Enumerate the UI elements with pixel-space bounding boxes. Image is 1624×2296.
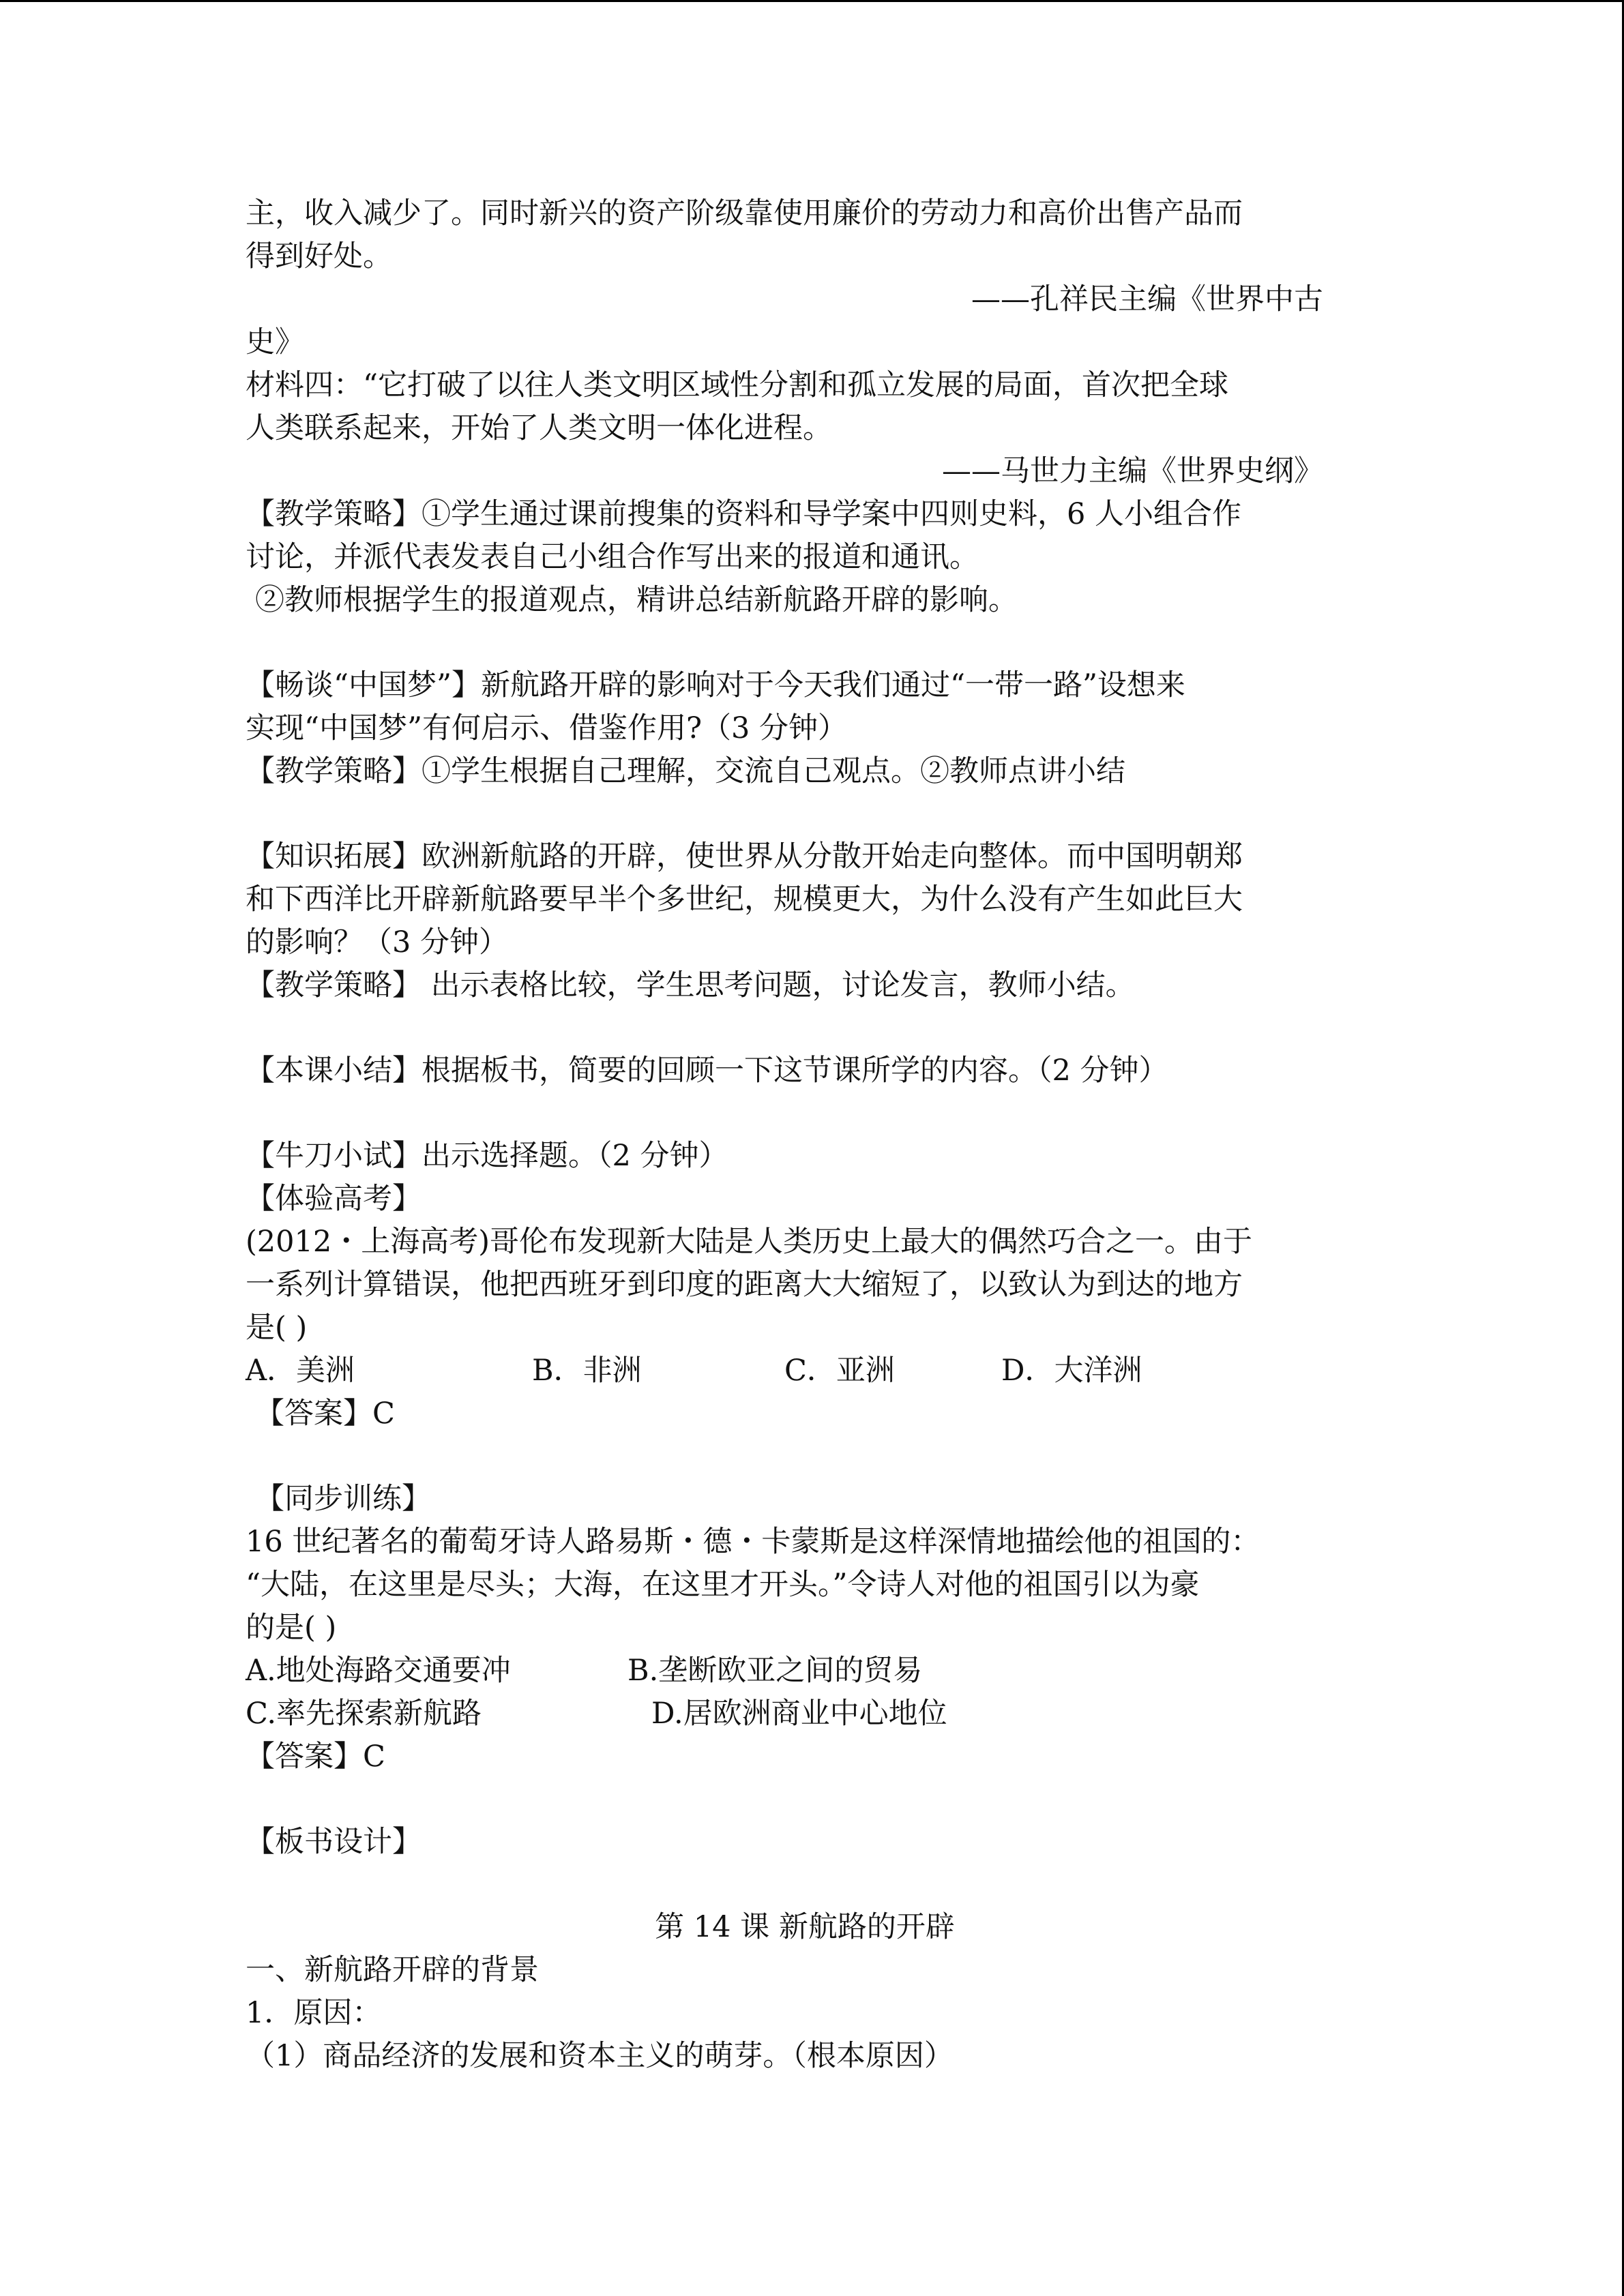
spacer [246, 1007, 1364, 1049]
option: C．亚洲 [784, 1354, 895, 1388]
china-dream-section: 实现“中国梦”有何启示、借鉴作用?（3 分钟） [246, 711, 848, 745]
spacer [246, 1435, 1364, 1478]
material-three-source: ——孔祥民主编《世界中古 [971, 282, 1323, 316]
teaching-strategy-3: 【教学策略】 出示表格比较，学生思考问题，讨论发言，教师小结。 [246, 968, 1135, 1002]
teaching-strategy-1: 【教学策略】①学生通过课前搜集的资料和导学案中四则史料，6 人小组合作 [246, 497, 1242, 531]
teaching-strategy-2: 【教学策略】①学生根据自己理解，交流自己观点。②教师点讲小结 [246, 754, 1125, 788]
question-2-text: 16 世纪著名的葡萄牙诗人路易斯・德・卡蒙斯是这样深情地描绘他的祖国的： [246, 1525, 1260, 1559]
board-item: （1）商品经济的发展和资本主义的萌芽。（根本原因） [246, 2039, 954, 2073]
option: B．非洲 [532, 1354, 642, 1388]
sync-training-heading: 【同步训练】 [255, 1482, 431, 1516]
material-four-source: ——马世力主编《世界史纲》 [942, 454, 1323, 488]
option: B.垄断欧亚之间的贸易 [628, 1654, 923, 1688]
question-2-answer: 【答案】C [246, 1740, 385, 1774]
option: D.居欧洲商业中心地位 [651, 1697, 947, 1731]
knowledge-extension: 和下西洋比开辟新航路要早半个多世纪，规模更大，为什么没有产生如此巨大 [246, 882, 1243, 916]
spacer [246, 1864, 1364, 1906]
material-four-text: 人类联系起来，开始了人类文明一体化进程。 [246, 411, 832, 445]
option: D．大洋洲 [1001, 1354, 1142, 1388]
spacer [246, 793, 1364, 835]
teaching-strategy-1: 讨论，并派代表发表自己小组合作写出来的报道和通讯。 [246, 540, 979, 574]
quick-quiz: 【牛刀小试】出示选择题。（2 分钟） [246, 1139, 728, 1173]
material-three-text: 得到好处。 [246, 239, 392, 273]
option: C.率先探索新航路 [246, 1697, 482, 1731]
teaching-strategy-1: ②教师根据学生的报道观点，精讲总结新航路开辟的影响。 [255, 583, 1018, 617]
board-design-heading: 【板书设计】 [246, 1825, 422, 1859]
lesson-summary: 【本课小结】根据板书，简要的回顾一下这节课所学的内容。（2 分钟） [246, 1054, 1168, 1088]
option: A.地处海路交通要冲 [246, 1654, 511, 1688]
exam-heading: 【体验高考】 [246, 1182, 422, 1216]
question-1-text: 是( ) [246, 1311, 308, 1345]
document-body [246, 192, 1364, 2078]
knowledge-extension: 【知识拓展】欧洲新航路的开辟，使世界从分散开始走向整体。而中国明朝郑 [246, 839, 1243, 874]
board-section-1: 一、新航路开辟的背景 [246, 1953, 539, 1987]
page-top-border [0, 0, 1624, 2]
question-1-text: (2012・上海高考)哥伦布发现新大陆是人类历史上最大的偶然巧合之一。由于 [246, 1225, 1252, 1259]
spacer [246, 622, 1364, 664]
material-three-source-cont: 史》 [246, 325, 304, 359]
question-2-options [246, 1693, 1364, 1735]
question-2-text: 的是( ) [246, 1611, 337, 1645]
material-four-text: 材料四：“它打破了以往人类文明区域性分割和孤立发展的局面，首次把全球 [246, 368, 1228, 402]
question-1-answer: 【答案】C [255, 1397, 395, 1431]
spacer [246, 1092, 1364, 1135]
board-title: 第 14 课 新航路的开辟 [655, 1910, 955, 1944]
board-item: 1．原因： [246, 1996, 382, 2030]
question-2-text: “大陆，在这里是尽头；大海，在这里才开头。”令诗人对他的祖国引以为豪 [246, 1568, 1200, 1602]
material-three-text: 主，收入减少了。同时新兴的资产阶级靠使用廉价的劳动力和高价出售产品而 [246, 196, 1243, 230]
knowledge-extension: 的影响？（3 分钟） [246, 925, 509, 959]
option: A．美洲 [246, 1354, 355, 1388]
question-1-options [246, 1350, 1364, 1392]
question-2-options [246, 1650, 1364, 1693]
china-dream-section: 【畅谈“中国梦”】新航路开辟的影响对于今天我们通过“一带一路”设想来 [246, 668, 1185, 702]
question-1-text: 一系列计算错误，他把西班牙到印度的距离大大缩短了，以致认为到达的地方 [246, 1268, 1243, 1302]
spacer [246, 1778, 1364, 1821]
